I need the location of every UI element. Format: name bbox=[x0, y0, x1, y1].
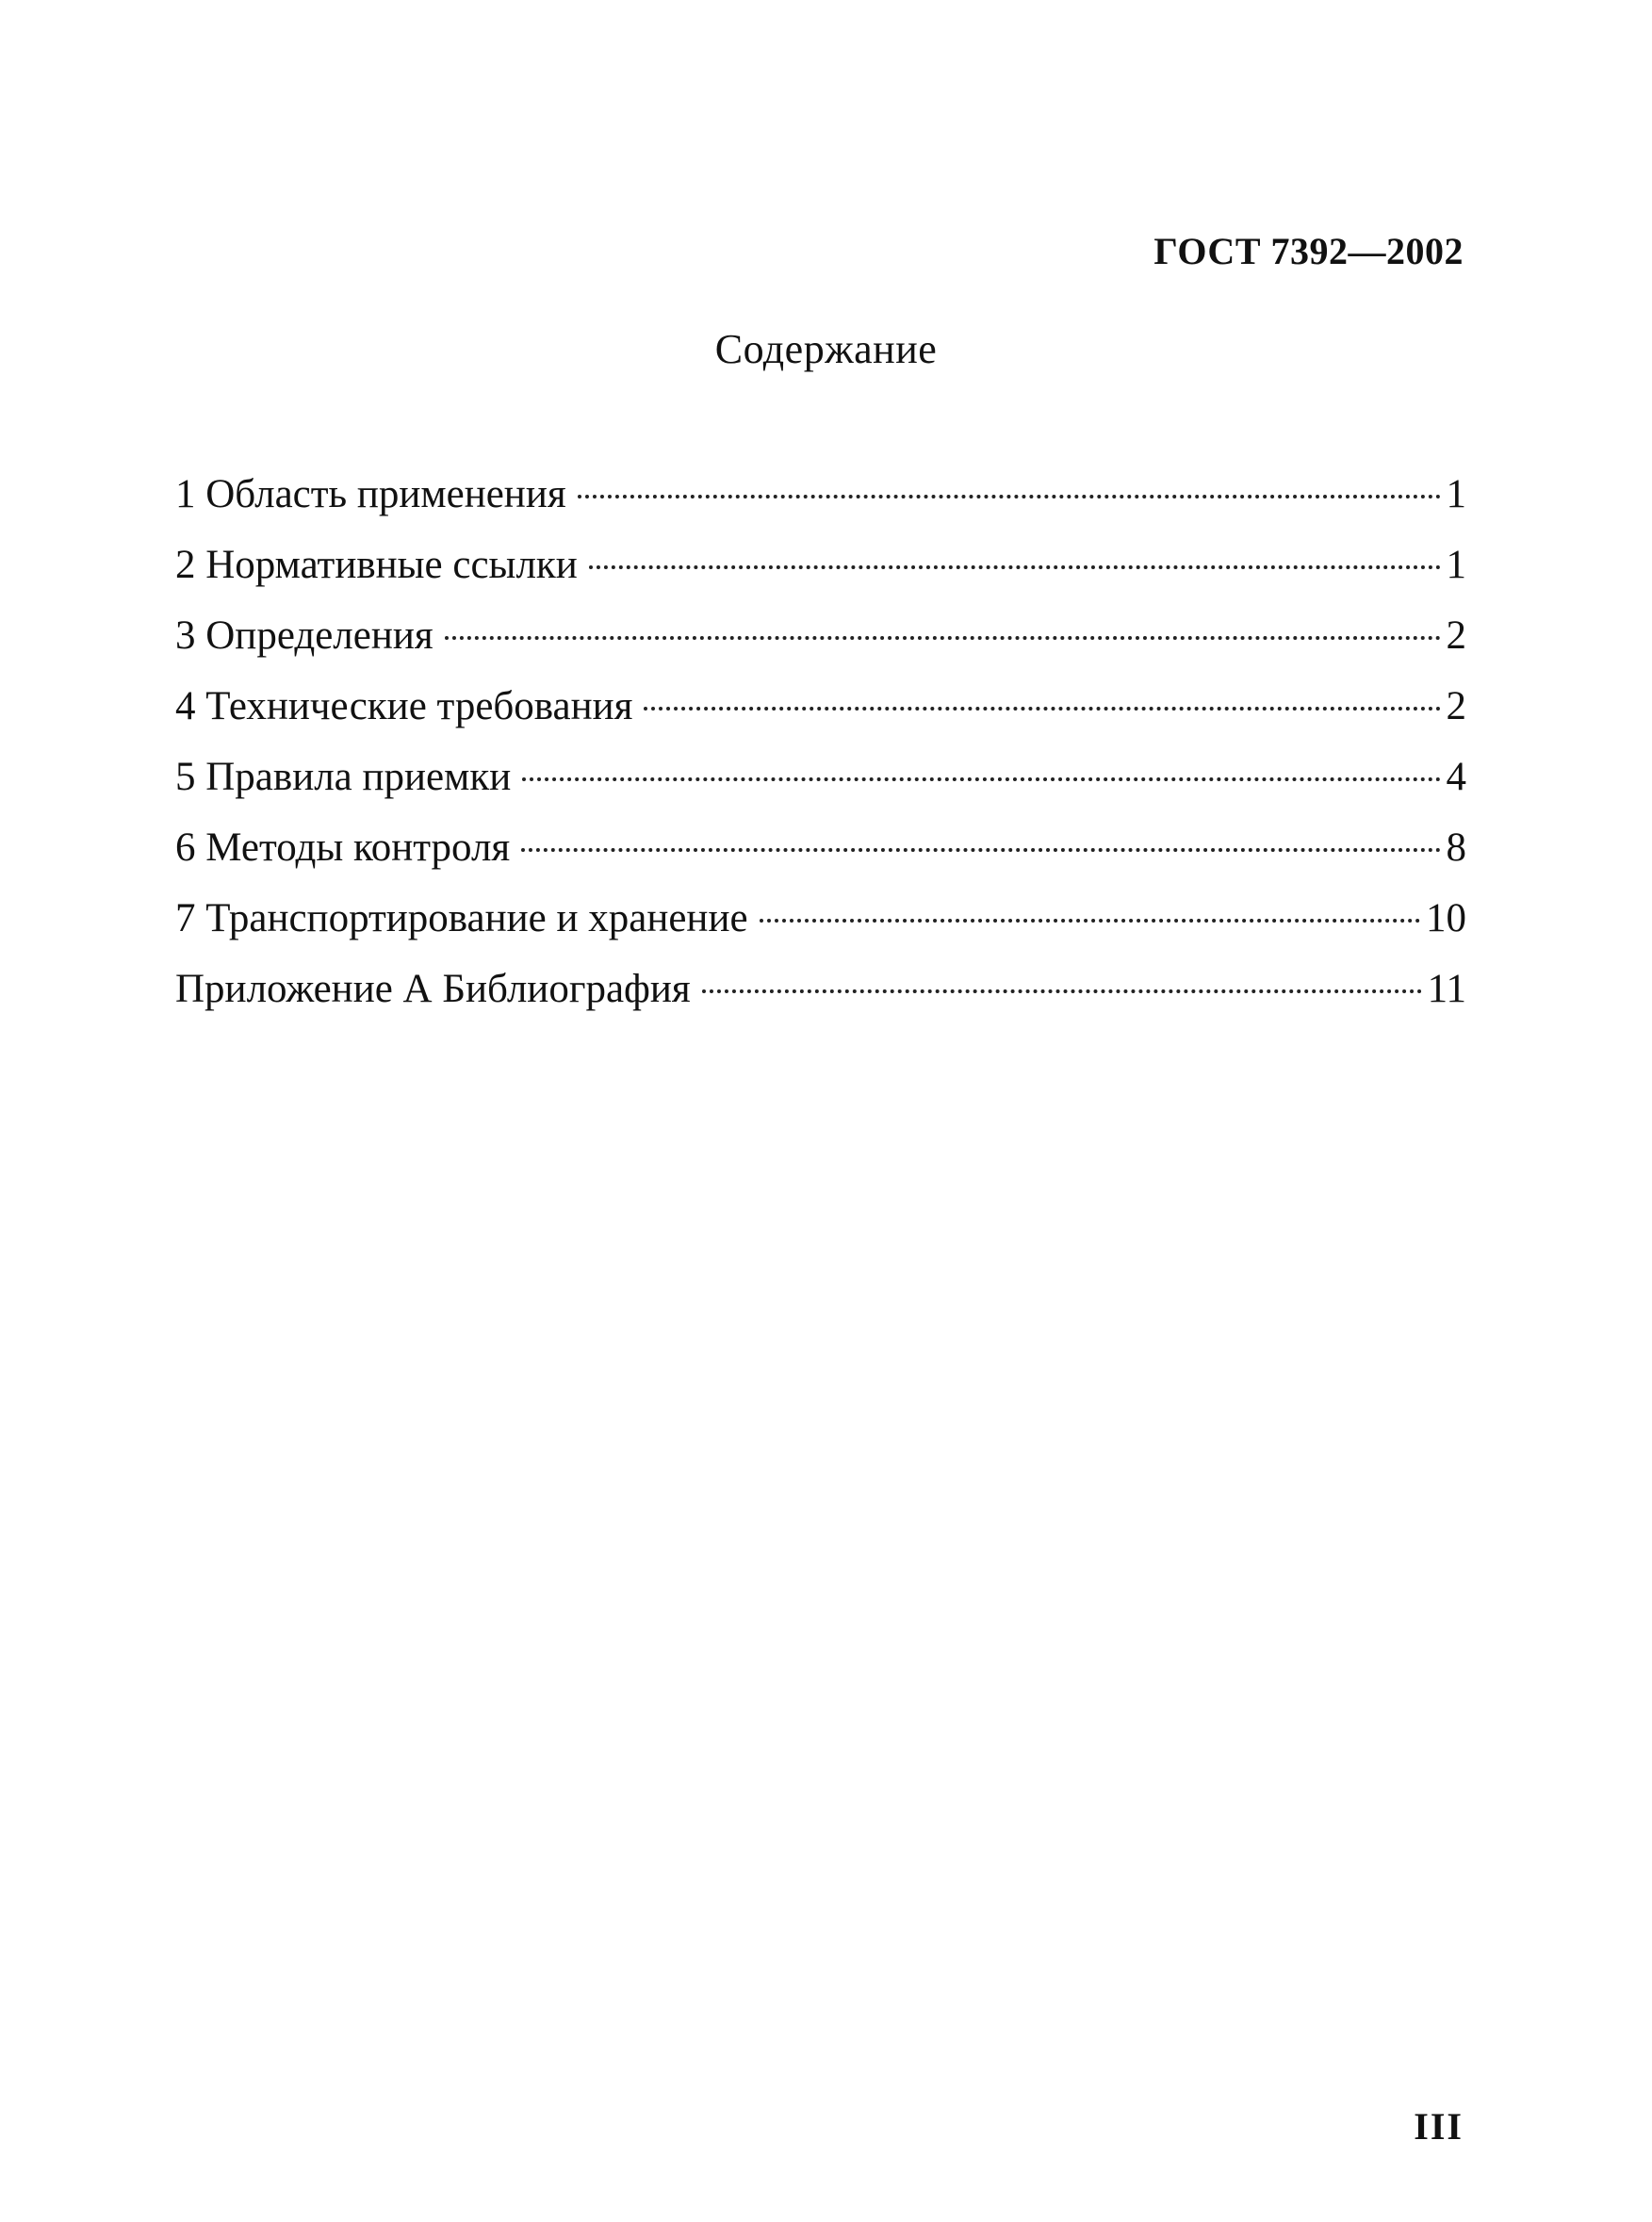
page-number: III bbox=[1414, 2105, 1464, 2148]
toc-entry-label: 3 Определения bbox=[175, 613, 433, 658]
toc-entry-page: 1 bbox=[1446, 543, 1466, 587]
toc-entry[interactable] bbox=[175, 608, 1466, 678]
toc-entry[interactable] bbox=[175, 537, 1466, 608]
table-of-contents bbox=[175, 466, 1466, 1032]
toc-entry-label: 6 Методы контроля bbox=[175, 825, 511, 870]
toc-entry[interactable] bbox=[175, 749, 1466, 820]
document-code: ГОСТ 7392—2002 bbox=[1153, 230, 1464, 272]
dot-leader bbox=[578, 495, 1441, 498]
dot-leader bbox=[445, 636, 1441, 640]
dot-leader bbox=[522, 777, 1440, 781]
toc-entry[interactable] bbox=[175, 678, 1466, 749]
toc-entry-page: 2 bbox=[1446, 684, 1466, 728]
toc-entry[interactable] bbox=[175, 820, 1466, 890]
toc-entry-page: 2 bbox=[1446, 613, 1466, 658]
toc-entry-page: 4 bbox=[1446, 755, 1466, 799]
toc-entry-label: 7 Транспортирование и хранение bbox=[175, 896, 748, 940]
toc-entry-page: 1 bbox=[1446, 472, 1466, 516]
dot-leader bbox=[589, 565, 1441, 569]
toc-entry-label: 1 Область применения bbox=[175, 472, 566, 516]
toc-entry-label: Приложение А Библиография bbox=[175, 967, 691, 1011]
toc-entry-page: 10 bbox=[1426, 896, 1466, 940]
dot-leader bbox=[760, 919, 1420, 923]
toc-entry[interactable] bbox=[175, 466, 1466, 537]
toc-entry[interactable] bbox=[175, 961, 1466, 1032]
dot-leader bbox=[644, 707, 1440, 711]
dot-leader bbox=[521, 848, 1440, 852]
toc-entry-page: 8 bbox=[1446, 825, 1466, 870]
dot-leader bbox=[702, 989, 1422, 993]
toc-entry[interactable] bbox=[175, 890, 1466, 961]
toc-entry-page: 11 bbox=[1427, 967, 1466, 1011]
toc-title: Содержание bbox=[714, 326, 938, 372]
toc-entry-label: 4 Технические требования bbox=[175, 684, 633, 728]
toc-entry-label: 2 Нормативные ссылки bbox=[175, 543, 578, 587]
toc-entry-label: 5 Правила приемки bbox=[175, 755, 512, 799]
